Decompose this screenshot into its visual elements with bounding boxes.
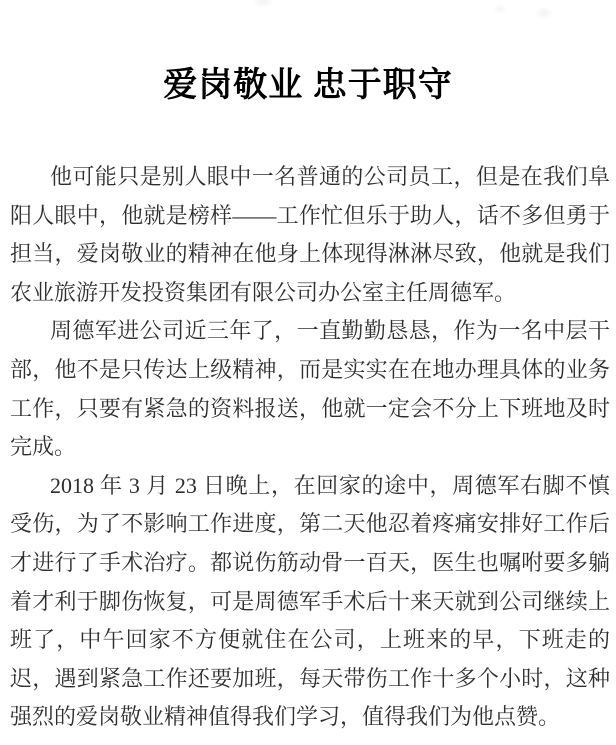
document-body <box>10 158 610 737</box>
document-title: 爱岗敬业 忠于职守 <box>163 67 453 104</box>
paragraph-work-ethic: 周德军进公司近三年了，一直勤勤恳恳，作为一名中层干部，他不是只传达上级精神，而是实实在在地办理具体的业务工作，只要有紧急的资料报送，他就一定会不分上下班地及时完成。 <box>10 318 610 460</box>
paragraph-intro: 他可能只是别人眼中一名普通的公司员工，但是在我们阜阳人眼中，他就是榜样——工作忙但乐于助人，话不多但勇于担当，爱岗敬业的精神在他身上体现得淋淋尽致，他就是我们农业旅游开发投资集团有限公司办公室主任周德军。 <box>10 164 610 305</box>
paragraph-injury-story: 2018 年 3 月 23 日晚上，在回家的途中，周德军右脚不慎受伤，为了不影响工作进度，第二天他忍着疼痛安排好工作后才进行了手术治疗。都说伤筋动骨一百天，医生也嘱咐要多躺着才利于脚伤恢复，可是周德军手术后十来天就到公司继续上班了，中午回家不方便就住在公司，上班来的早，下班走的迟，遇到紧急工作还要加班，每天带伤工作十多个小时，这种强烈的爱岗敬业精神值得我们学习，值得我们为他点赞。 <box>10 472 610 730</box>
